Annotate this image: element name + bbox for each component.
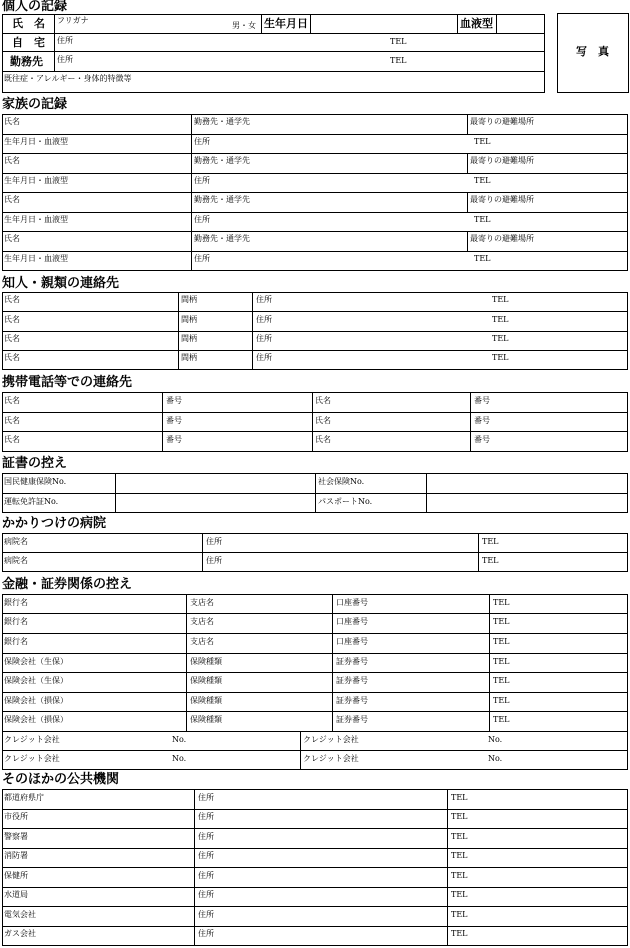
section-title-public: そのほかの公共機関 (2, 772, 120, 787)
credit-1-no: No. (172, 735, 187, 744)
hospital-1-name: 病院名 (4, 537, 28, 546)
contact-1-address: 住所 (256, 295, 272, 304)
public-org-gas: ガス会社 (4, 929, 36, 938)
family-4-work: 勤務先・通学先 (194, 234, 250, 243)
contact-3-relation: 間柄 (181, 334, 197, 343)
insurance-4-tel: TEL (493, 715, 510, 724)
hospital-2-address: 住所 (206, 556, 222, 565)
contact-2-address: 住所 (256, 315, 272, 324)
section-title-contacts: 知人・親類の連絡先 (2, 276, 120, 291)
insurance-2-policy: 証券番号 (336, 676, 368, 685)
section-title-personal: 個人の記録 (2, 0, 68, 14)
family-2-name: 氏名 (4, 156, 20, 165)
contact-3-tel: TEL (492, 334, 509, 343)
family-3-tel: TEL (474, 215, 491, 224)
contact-4-tel: TEL (492, 353, 509, 362)
credit-2-no: No. (488, 735, 503, 744)
gender-select[interactable]: 男・女 (232, 21, 256, 30)
insurance-1-company: 保険会社（生保） (4, 657, 68, 666)
bank-3-name: 銀行名 (4, 637, 28, 646)
work-label: 勤務先 (10, 55, 43, 68)
license-label: 運転免許証No. (4, 497, 59, 506)
passport-label: パスポートNo. (318, 497, 373, 506)
contact-2-name: 氏名 (4, 315, 20, 324)
bank-2-tel: TEL (493, 617, 510, 626)
contact-1-name: 氏名 (4, 295, 20, 304)
insurance-2-tel: TEL (493, 676, 510, 685)
mobile-1-number: 番号 (166, 396, 182, 405)
insurance-2-type: 保険種類 (190, 676, 222, 685)
mobile-4-number: 番号 (474, 416, 490, 425)
credit-2-company: クレジット会社 (303, 735, 359, 744)
public-org-police: 警察署 (4, 832, 28, 841)
public-4-tel: TEL (451, 851, 468, 860)
public-5-tel: TEL (451, 871, 468, 880)
bank-3-account: 口座番号 (336, 637, 368, 646)
public-3-address: 住所 (198, 832, 214, 841)
contact-3-address: 住所 (256, 334, 272, 343)
public-org-electric: 電気会社 (4, 910, 36, 919)
mobile-3-name: 氏名 (4, 416, 20, 425)
family-4-shelter: 最寄りの避難場所 (470, 234, 534, 243)
credit-1-company: クレジット会社 (4, 735, 60, 744)
work-tel-label: TEL (390, 56, 407, 65)
family-2-work: 勤務先・通学先 (194, 156, 250, 165)
mobile-2-number: 番号 (474, 396, 490, 405)
public-7-address: 住所 (198, 910, 214, 919)
insurance-1-tel: TEL (493, 657, 510, 666)
contact-4-name: 氏名 (4, 353, 20, 362)
family-4-birth: 生年月日・血液型 (4, 254, 68, 263)
insurance-4-policy: 証券番号 (336, 715, 368, 724)
public-org-water: 水道局 (4, 890, 28, 899)
family-2-address: 住所 (194, 176, 210, 185)
hospital-2-name: 病院名 (4, 556, 28, 565)
section-title-mobile: 携帯電話等での連絡先 (2, 375, 133, 390)
insurance-4-company: 保険会社（損保） (4, 715, 68, 724)
public-3-tel: TEL (451, 832, 468, 841)
bank-1-branch: 支店名 (190, 598, 214, 607)
family-1-birth: 生年月日・血液型 (4, 137, 68, 146)
family-2-birth: 生年月日・血液型 (4, 176, 68, 185)
bank-2-branch: 支店名 (190, 617, 214, 626)
family-1-name: 氏名 (4, 117, 20, 126)
medical-label: 既往症・アレルギー・身体的特徴等 (4, 74, 132, 83)
contact-1-tel: TEL (492, 295, 509, 304)
work-address-label: 住所 (57, 55, 73, 64)
public-org-health: 保健所 (4, 871, 28, 880)
photo-label: 写 真 (576, 45, 609, 58)
family-1-tel: TEL (474, 137, 491, 146)
public-org-fire: 消防署 (4, 851, 28, 860)
section-title-finance: 金融・証券関係の控え (2, 577, 133, 592)
public-2-address: 住所 (198, 812, 214, 821)
credit-3-no: No. (172, 754, 187, 763)
public-org-city-hall: 市役所 (4, 812, 28, 821)
furigana-label: フリガナ (57, 16, 89, 25)
name-label: 氏 名 (12, 17, 45, 30)
blood-label: 血液型 (460, 17, 493, 30)
insurance-4-type: 保険種類 (190, 715, 222, 724)
family-3-birth: 生年月日・血液型 (4, 215, 68, 224)
insurance-1-type: 保険種類 (190, 657, 222, 666)
bank-1-account: 口座番号 (336, 598, 368, 607)
bank-3-branch: 支店名 (190, 637, 214, 646)
home-tel-label: TEL (390, 37, 407, 46)
mobile-6-name: 氏名 (315, 435, 331, 444)
social-insurance-label: 社会保険No. (318, 477, 365, 486)
bank-3-tel: TEL (493, 637, 510, 646)
public-org-prefecture: 都道府県庁 (4, 793, 44, 802)
insurance-2-company: 保険会社（生保） (4, 676, 68, 685)
public-7-tel: TEL (451, 910, 468, 919)
public-5-address: 住所 (198, 871, 214, 880)
family-3-work: 勤務先・通学先 (194, 195, 250, 204)
insurance-3-tel: TEL (493, 696, 510, 705)
public-6-tel: TEL (451, 890, 468, 899)
public-4-address: 住所 (198, 851, 214, 860)
hospital-2-tel: TEL (482, 556, 499, 565)
health-insurance-label: 国民健康保険No. (4, 477, 67, 486)
public-8-tel: TEL (451, 929, 468, 938)
insurance-3-type: 保険種類 (190, 696, 222, 705)
home-label: 自 宅 (12, 36, 45, 49)
family-1-work: 勤務先・通学先 (194, 117, 250, 126)
public-1-address: 住所 (198, 793, 214, 802)
section-title-certificates: 証書の控え (2, 456, 68, 471)
birth-label: 生年月日 (264, 17, 308, 30)
public-6-address: 住所 (198, 890, 214, 899)
contact-4-address: 住所 (256, 353, 272, 362)
family-1-shelter: 最寄りの避難場所 (470, 117, 534, 126)
credit-3-company: クレジット会社 (4, 754, 60, 763)
contact-4-relation: 間柄 (181, 353, 197, 362)
mobile-4-name: 氏名 (315, 416, 331, 425)
family-2-shelter: 最寄りの避難場所 (470, 156, 534, 165)
mobile-3-number: 番号 (166, 416, 182, 425)
public-8-address: 住所 (198, 929, 214, 938)
bank-2-name: 銀行名 (4, 617, 28, 626)
contact-2-relation: 間柄 (181, 315, 197, 324)
family-3-shelter: 最寄りの避難場所 (470, 195, 534, 204)
credit-4-no: No. (488, 754, 503, 763)
hospital-1-address: 住所 (206, 537, 222, 546)
credit-4-company: クレジット会社 (303, 754, 359, 763)
bank-2-account: 口座番号 (336, 617, 368, 626)
insurance-1-policy: 証券番号 (336, 657, 368, 666)
family-2-tel: TEL (474, 176, 491, 185)
contact-1-relation: 間柄 (181, 295, 197, 304)
public-2-tel: TEL (451, 812, 468, 821)
insurance-3-policy: 証券番号 (336, 696, 368, 705)
mobile-6-number: 番号 (474, 435, 490, 444)
family-1-address: 住所 (194, 137, 210, 146)
hospital-1-tel: TEL (482, 537, 499, 546)
contact-3-name: 氏名 (4, 334, 20, 343)
mobile-1-name: 氏名 (4, 396, 20, 405)
family-3-name: 氏名 (4, 195, 20, 204)
bank-1-tel: TEL (493, 598, 510, 607)
bank-1-name: 銀行名 (4, 598, 28, 607)
public-1-tel: TEL (451, 793, 468, 802)
mobile-5-name: 氏名 (4, 435, 20, 444)
mobile-2-name: 氏名 (315, 396, 331, 405)
family-3-address: 住所 (194, 215, 210, 224)
section-title-family: 家族の記録 (2, 97, 68, 112)
family-4-name: 氏名 (4, 234, 20, 243)
family-4-tel: TEL (474, 254, 491, 263)
contact-2-tel: TEL (492, 315, 509, 324)
insurance-3-company: 保険会社（損保） (4, 696, 68, 705)
mobile-5-number: 番号 (166, 435, 182, 444)
home-address-label: 住所 (57, 36, 73, 45)
section-title-hospital: かかりつけの病院 (2, 516, 107, 531)
family-4-address: 住所 (194, 254, 210, 263)
